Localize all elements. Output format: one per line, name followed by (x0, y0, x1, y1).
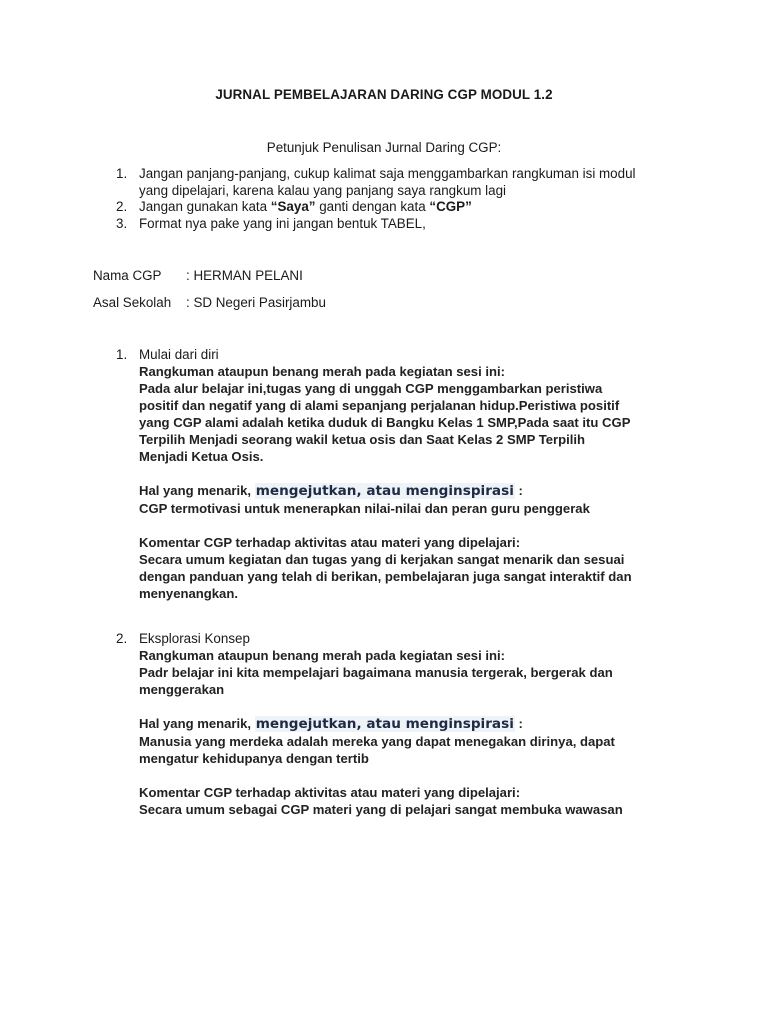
comment-label: Komentar CGP terhadap aktivitas atau materi yang dipelajari: (139, 535, 521, 550)
instruction-number: 1. (116, 166, 128, 181)
instruction-number: 3. (116, 215, 128, 231)
comment-label: Komentar CGP terhadap aktivitas atau materi yang dipelajari: (139, 785, 521, 800)
summary-label: Rangkuman ataupun benang merah pada kegiatan sesi ini: (139, 648, 505, 663)
interest-line: CGP termotivasi untuk menerapkan nilai-nilai dan peran guru penggerak (139, 501, 590, 516)
instruction-bold-term: “CGP” (429, 199, 472, 214)
comment-line: Secara umum sebagai CGP materi yang di pelajari sangat membuka wawasan (139, 802, 623, 817)
instruction-item (116, 216, 696, 233)
highlighted-phrase: mengejutkan, atau menginspirasi (255, 716, 514, 732)
school-value: : SD Negeri Pasirjambu (186, 295, 326, 310)
summary-line: Padr belajar ini kita mempelajari bagaimana manusia tergerak, bergerak dan (139, 665, 613, 680)
comment-line: Secara umum kegiatan dan tugas yang di kerjakan sangat menarik dan sesuai (139, 552, 625, 567)
interest-line: Manusia yang merdeka adalah mereka yang dapat menegakan dirinya, dapat (139, 734, 615, 749)
instruction-text: Format nya pake yang ini jangan bentuk TABEL, (139, 215, 426, 231)
instruction-item (116, 166, 696, 199)
document-title: JURNAL PEMBELAJARAN DARING CGP MODUL 1.2 (215, 87, 553, 102)
summary-line: yang CGP alami adalah ketika duduk di Bangku Kelas 1 SMP,Pada saat itu CGP (139, 415, 631, 430)
instructions-list (116, 166, 696, 232)
journal-section (116, 630, 686, 818)
instruction-item (116, 199, 696, 216)
section-number: 1. (116, 347, 128, 362)
summary-line: Pada alur belajar ini,tugas yang di unggah CGP menggambarkan peristiwa (139, 381, 603, 396)
comment-line: dengan panduan yang telah di berikan, pembelajaran juga sangat interaktif dan (139, 569, 632, 584)
journal-section (116, 346, 686, 602)
school-row (93, 295, 326, 310)
summary-line: positif dan negatif yang di alami sepanjang perjalanan hidup.Peristiwa positif (139, 398, 620, 413)
summary-line: menggerakan (139, 682, 225, 697)
highlighted-phrase: mengejutkan, atau menginspirasi (255, 483, 514, 499)
section-heading: Eksplorasi Konsep (139, 631, 250, 646)
name-value: : HERMAN PELANI (186, 268, 303, 283)
summary-line: Terpilih Menjadi seorang wakil ketua osis dan Saat Kelas 2 SMP Terpilih (139, 432, 586, 447)
interest-label: Hal yang menarik, mengejutkan, atau menginspirasi : (139, 716, 523, 732)
name-row (93, 268, 303, 283)
instructions-heading: Petunjuk Penulisan Jurnal Daring CGP: (266, 140, 502, 155)
section-number: 2. (116, 631, 128, 646)
instruction-text: yang dipelajari, karena kalau yang panjang saya rangkum lagi (139, 182, 506, 198)
comment-line: menyenangkan. (139, 586, 238, 601)
summary-line: Menjadi Ketua Osis. (139, 449, 264, 464)
instruction-text: ganti dengan kata (315, 199, 430, 214)
school-label: Asal Sekolah (93, 295, 172, 310)
instruction-bold-term: “Saya” (270, 199, 316, 214)
instruction-text: Jangan gunakan kata (139, 199, 271, 214)
interest-label: Hal yang menarik, mengejutkan, atau menginspirasi : (139, 483, 523, 499)
instruction-text: Jangan panjang-panjang, cukup kalimat saja menggambarkan rangkuman isi modul (139, 166, 636, 181)
interest-line: mengatur kehidupanya dengan tertib (139, 751, 369, 766)
summary-label: Rangkuman ataupun benang merah pada kegiatan sesi ini: (139, 364, 505, 379)
name-label: Nama CGP (93, 268, 162, 283)
instruction-number: 2. (116, 199, 128, 214)
section-heading: Mulai dari diri (139, 347, 219, 362)
